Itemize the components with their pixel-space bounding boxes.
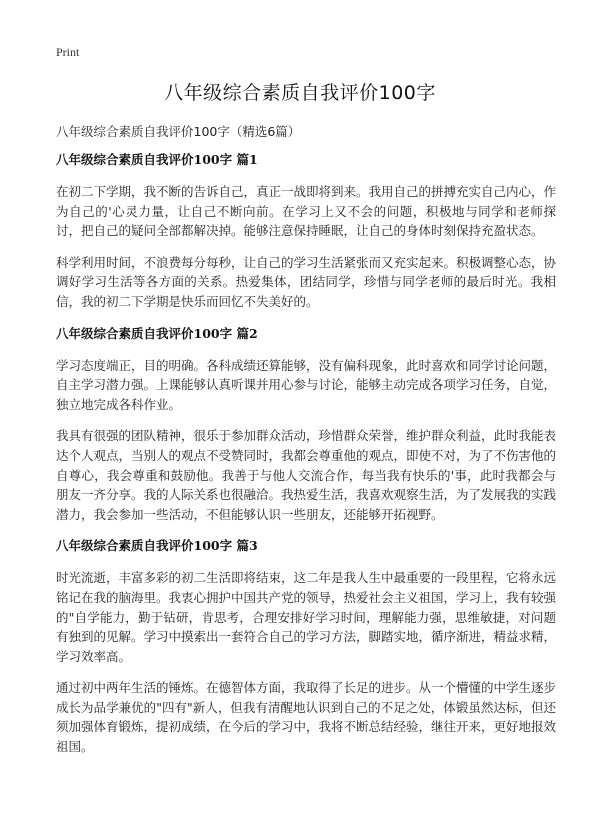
print-label[interactable]: Print xyxy=(56,45,80,59)
section-heading-3: 八年级综合素质自我评价100字 篇3 xyxy=(56,538,258,554)
document-body xyxy=(56,150,556,769)
page-title: 八年级综合素质自我评价100字 xyxy=(164,82,436,104)
section-1-paragraph-2: 科学利用时间，不浪费每分每秒，让自己的学习生活紧张而又充实起来。积极调整心态，协调好学习生活等各方面的关系。热爱集体，团结同学，珍惜与同学老师的最后时光。我相信，我的初二下学期是快乐而回忆不失美好的。 xyxy=(56,254,557,309)
section-1-paragraph-1: 在初二下学期，我不断的告诉自己，真正一战即将到来。我用自己的拼搏充实自己内心，作为自己的'心灵力量，让自己不断向前。在学习上又不会的问题，积极地与同学和老师探讨，把自己的疑问全部都解决掉。能够注意保持睡眠，让自己的身体时刻保持充盈状态。 xyxy=(56,184,557,239)
section-3-paragraph-1: 时光流逝，丰富多彩的初二生活即将结束，这二年是我人生中最重要的一段里程，它将永远铭记在我的脑海里。我衷心拥护中国共产党的领导，热爱社会主义祖国，学习上，我有较强的"自学能力，勤于钻研，肯思考，合理安排好学习时间，理解能力强，思维敏捷，对问题有独到的见解。学习中摸索出一套符合自己的学习方法，脚踏实地，循序渐进，精益求精，学习效率高。 xyxy=(56,570,557,664)
document-subtitle: 八年级综合素质自我评价100字（精选6篇） xyxy=(56,124,301,139)
section-2-paragraph-1: 学习态度端正，目的明确。各科成绩还算能够，没有偏科现象，此时喜欢和同学讨论问题，自主学习潜力强。上课能够认真听课并用心参与讨论，能够主动完成各项学习任务，自觉，独立地完成各科作业。 xyxy=(56,357,557,412)
section-heading-1: 八年级综合素质自我评价100字 篇1 xyxy=(56,152,258,167)
section-3-paragraph-2: 通过初中两年生活的锤炼。在德智体方面，我取得了长足的进步。从一个懵懂的中学生逐步成长为品学兼优的"四有"新人，但我有清醒地认识到自己的不足之处，体锻虽然达标，但还须加强体育锻炼，提初成绩，在今后的学习中，我将不断总结经验，继往开来，更好地报效祖国。 xyxy=(56,680,557,755)
section-heading-2: 八年级综合素质自我评价100字 篇2 xyxy=(56,325,258,341)
section-2-paragraph-2: 我具有很强的团队精神，很乐于参加群众活动，珍惜群众荣誉，维护群众利益，此时我能表达个人观点，当别人的观点不受赞同时，我都会尊重他的观点，即使不对，为了不伤害他的自尊心，我会尊重和鼓励他。我善于与他人交流合作，每当我有快乐的'事，此时我都会与朋友一齐分享。我的人际关系也很融洽。我热爱生活，我喜欢观察生活，为了发展我的实践潜力，我会参加一些活动，不但能够认识一些朋友，还能够开拓视野。 xyxy=(56,428,557,522)
